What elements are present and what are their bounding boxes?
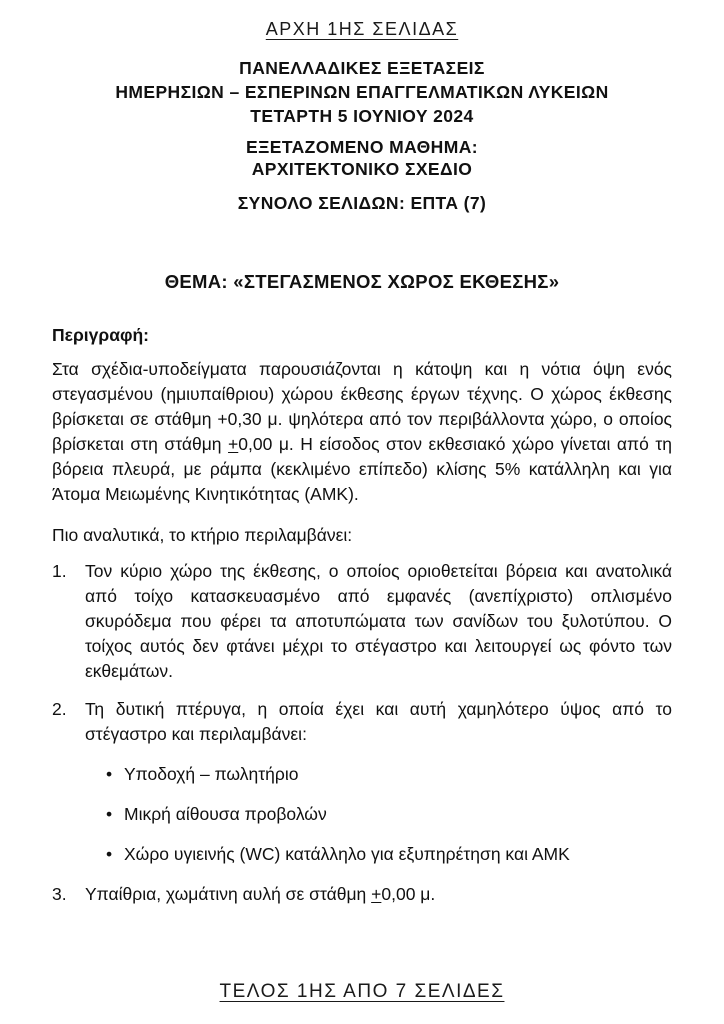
list-item-3-text-part1: Υπαίθρια, χωμάτινη αυλή σε στάθμη [85,884,372,904]
bullet-icon: • [106,844,113,864]
bullet-item-2 [85,802,672,827]
theme-title: ΘΕΜΑ: «ΣΤΕΓΑΣΜΕΝΟΣ ΧΩΡΟΣ ΕΚΘΕΣΗΣ» [164,271,560,292]
bullet-item-1 [85,762,672,787]
list-item-2-text: Τη δυτική πτέρυγα, η οποία έχει και αυτή χαμηλότερο ύψος από το στέγαστρο και περιλαμβάνει: [85,699,672,744]
bullet-item-2-text: Μικρή αίθουσα προβολών [124,804,327,824]
exam-date: ΤΕΤΑΡΤΗ 5 ΙΟΥΝΙΟΥ 2024 [250,106,474,126]
exam-title: ΠΑΝΕΛΛΑΔΙΚΕΣ ΕΞΕΤΑΣΕΙΣ [239,58,485,78]
bullet-item-3-text: Χώρο υγιεινής (WC) κατάλληλο για εξυπηρέτηση και ΑΜΚ [124,844,570,864]
list-item-1 [52,559,672,684]
page-start-marker-text: ΑΡΧΗ 1ΗΣ ΣΕΛΙΔΑΣ [265,19,459,39]
exam-header [0,56,724,128]
list-item-3-text-part2: 0,00 μ. [381,884,436,904]
bullet-item-3 [85,842,672,867]
list-item-2 [52,697,672,867]
list-item-1-text: Τον κύριο χώρο της έκθεσης, ο οποίος οριοθετείται βόρεια και ανατολικά από τοίχο κατασκευασμένο από εμφανές (ανεπίχριστο) οπλισμένο σκυρόδεμα που φέρει τα αποτυπώματα των σανίδων του ξυλοτύπου. Ο τοίχος αυτός δεν φτάνει μέχρι το στέγαστρο και λειτουργεί ως φόντο των εκθεμάτων. [85,561,672,681]
subject-block [0,136,724,180]
page-start-marker [0,19,724,40]
list-item-1-number: 1. [52,561,67,581]
plus-minus-level-mark: + [371,884,382,904]
subject-name: ΑΡΧΙΤΕΚΤΟΝΙΚΟ ΣΧΕΔΙΟ [251,159,473,179]
description-heading: Περιγραφή: [52,325,149,345]
list-item-2-number: 2. [52,699,67,719]
page-end-marker-text: ΤΕΛΟΣ 1ΗΣ ΑΠΟ 7 ΣΕΛΙΔΕΣ [219,981,505,1002]
list-item-3 [52,882,672,907]
bullet-icon: • [106,764,113,784]
page-content [0,323,724,907]
page-end-marker [0,981,724,1003]
description-text-part1: Στα σχέδια-υποδείγματα παρουσιάζονται η κάτοψη και η νότια όψη ενός στεγασμένου (ημιυπαίθριου) χώρου έκθεσης έργων τέχνης. Ο χώρος έκθεσης βρίσκεται σε στάθμη +0,30 μ. ψηλότερα από τον περιβάλλοντα χώρο, ο οποίος βρίσκεται στη στάθμη [52,359,672,454]
description-text-part2: 0,00 μ. Η είσοδος στον εκθεσιακό χώρο γίνεται από τη βόρεια πλευρά, με ράμπα (κεκλιμένο επίπεδο) κλίσης 5% κατάλληλη και για Άτομα Μειωμένης Κινητικότητας (ΑΜΚ). [52,434,672,504]
bullet-item-1-text: Υποδοχή – πωλητήριο [124,764,299,784]
pages-total: ΣΥΝΟΛΟ ΣΕΛΙΔΩΝ: ΕΠΤΑ (7) [237,193,487,213]
list-item-3-number: 3. [52,884,67,904]
subject-label: ΕΞΕΤΑΖΟΜΕΝΟ ΜΑΘΗΜΑ: [246,137,478,157]
building-intro: Πιο αναλυτικά, το κτήριο περιλαμβάνει: [52,525,353,545]
bullet-icon: • [106,804,113,824]
description-paragraph [52,357,672,507]
exam-subtitle: ΗΜΕΡΗΣΙΩΝ – ΕΣΠΕΡΙΝΩΝ ΕΠΑΓΓΕΛΜΑΤΙΚΩΝ ΛΥΚΕΙΩΝ [115,82,609,102]
plus-minus-level-mark: + [228,434,239,454]
